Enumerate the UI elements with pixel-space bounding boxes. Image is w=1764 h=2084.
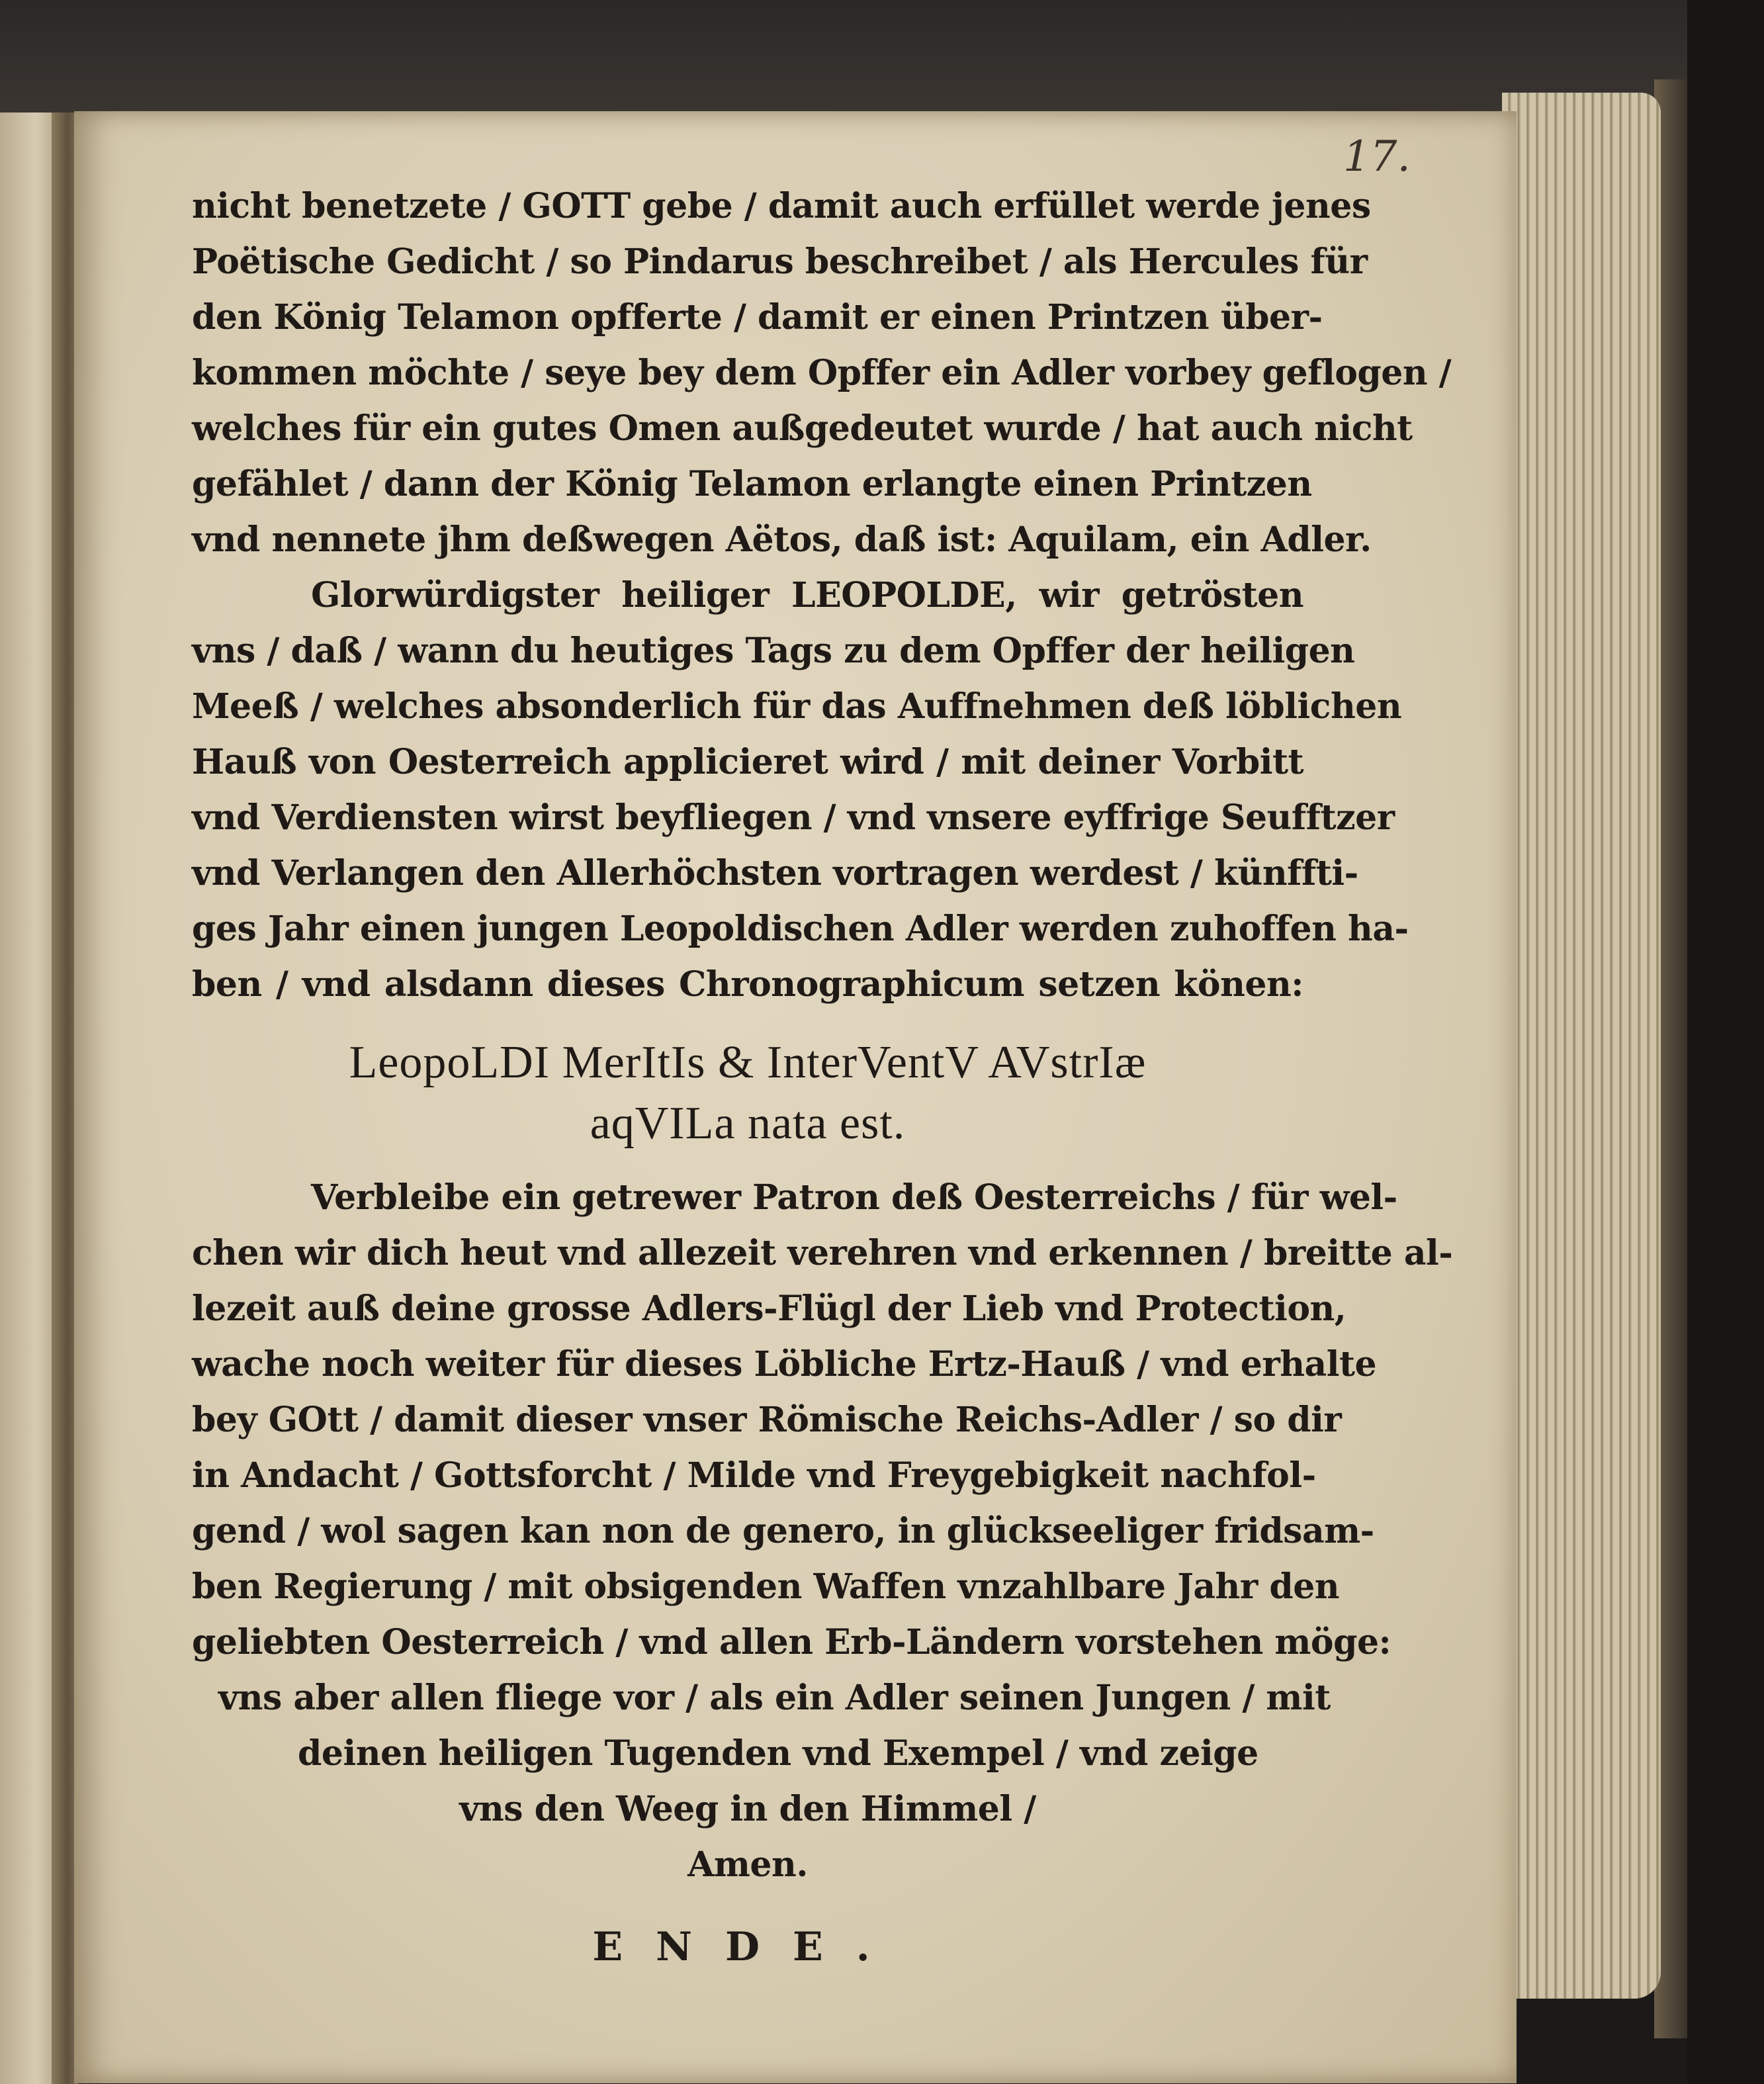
text-line: chen wir dich heut vnd allezeit verehren vnd erkennen / breitte al- [192, 1233, 1453, 1273]
chronogram-line: aqVILa nata est. [590, 1098, 906, 1149]
text-line: ges Jahr einen jungen Leopoldischen Adler werden zuhoffen ha- [192, 909, 1409, 949]
text-line: gend / wol sagen kan non de genero, in glückseeliger fridsam- [192, 1511, 1374, 1551]
text-line: Amen. [687, 1844, 808, 1885]
text-line: welches für ein gutes Omen außgedeutet wurde / hat auch nicht [192, 408, 1413, 449]
text-line: lezeit auß deine grosse Adlers-Flügl der Lieb vnd Protection, [192, 1289, 1346, 1329]
page-stack-edge [1502, 93, 1661, 1999]
text-line: Poëtische Gedicht / so Pindarus beschreibet / als Hercules für [192, 242, 1368, 282]
chronogram-line: LeopoLDI MerItIs & InterVentV AVstrIæ [349, 1037, 1147, 1088]
page-text [192, 179, 1453, 1985]
text-line: bey GOtt / damit dieser vnser Römische Reichs-Adler / so dir [192, 1400, 1342, 1440]
text-line: Glorwürdigster heiliger LEOPOLDE, wir getrösten [311, 575, 1303, 615]
text-line: deinen heiligen Tugenden vnd Exempel / vnd zeige [298, 1733, 1258, 1774]
text-line: nicht benetzete / GOTT gebe / damit auch erfüllet werde jenes [192, 186, 1371, 226]
text-line: ben Regierung / mit obsigenden Waffen vnzahlbare Jahr den [192, 1566, 1340, 1607]
end-mark: ENDE. [592, 1924, 903, 1970]
text-line: den König Telamon opfferte / damit er einen Printzen über- [192, 297, 1323, 338]
backdrop [0, 0, 1764, 113]
text-line: kommen möchte / seye bey dem Opffer ein Adler vorbey geflogen / [192, 353, 1452, 393]
text-line: Meeß / welches absonderlich für das Auffnehmen deß löblichen [192, 686, 1402, 727]
text-line: vnd Verdiensten wirst beyfliegen / vnd vnsere eyffrige Seufftzer [192, 797, 1395, 838]
text-line: Verbleibe ein getrewer Patron deß Oesterreichs / für wel- [311, 1177, 1397, 1218]
text-line: vns aber allen fliege vor / als ein Adler seinen Jungen / mit [218, 1678, 1331, 1718]
page-number: 17. [1343, 132, 1411, 181]
text-line: wache noch weiter für dieses Löbliche Ertz-Hauß / vnd erhalte [192, 1344, 1377, 1384]
text-line: in Andacht / Gottsforcht / Milde vnd Freygebigkeit nachfol- [192, 1455, 1316, 1496]
background-right [1687, 0, 1764, 2084]
text-line: vns / daß / wann du heutiges Tags zu dem Opffer der heiligen [192, 631, 1355, 671]
text-line: vns den Weeg in den Himmel / [459, 1789, 1036, 1829]
text-line: gefählet / dann der König Telamon erlangte einen Printzen [192, 464, 1312, 504]
text-line: geliebten Oesterreich / vnd allen Erb-Ländern vorstehen möge: [192, 1622, 1391, 1662]
text-line: ben / vnd alsdann dieses Chronographicum setzen könen: [192, 964, 1303, 1005]
text-line: vnd Verlangen den Allerhöchsten vortragen werdest / künffti- [192, 853, 1358, 893]
text-line: vnd nennete jhm deßwegen Aëtos, daß ist: Aquilam, ein Adler. [192, 520, 1372, 560]
text-line: Hauß von Oesterreich applicieret wird / mit deiner Vorbitt [192, 742, 1303, 782]
